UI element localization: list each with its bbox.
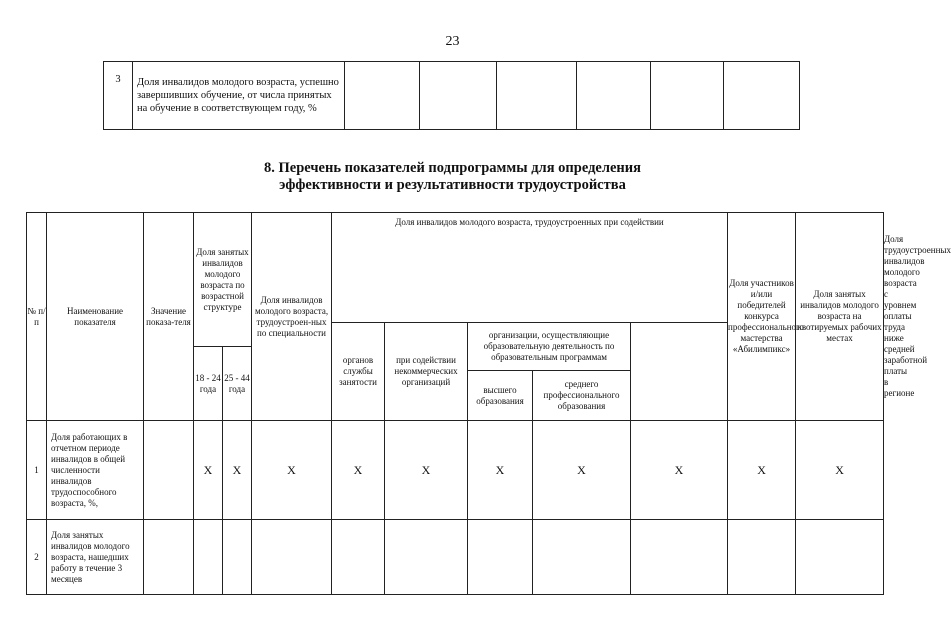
table-row — [27, 520, 884, 595]
table-cell — [194, 520, 223, 595]
table-cell — [796, 520, 884, 595]
table-cell — [724, 62, 800, 130]
header-employed-share: Доля занятых инвалидов молодого возраста по возрастной структуре — [194, 213, 252, 347]
table-row — [104, 62, 800, 130]
table-cell — [651, 62, 724, 130]
table-cell — [420, 62, 497, 130]
header-employment-service: органов службы занятости — [332, 323, 385, 421]
table-cell — [728, 520, 796, 595]
header-row: № п/п Наименование показателя Значение показа-теля Доля занятых инвалидов молодого возраста по возрастной структуре Доля инвалидов молодого возраста, трудоустроен-ных по специальности Доля инвалидов молодого возраста, трудоустроенных при содействии Доля участников и/или победителей конкурса профессионального мастерства «Абилимпикс» Доля занятых инвалидов молодого возраста на квотируемых рабочих местах Доля трудоустроенных инвалидов молодого возраста с уровнем оплаты труда ниже средней заработной платы в регионе — [27, 213, 884, 323]
table-cell — [252, 520, 332, 595]
table-cell: Х — [194, 421, 223, 520]
header-by-specialty: Доля инвалидов молодого возраста, трудоустроен-ных по специальности — [252, 213, 332, 421]
header-nonprofit: при содействии некоммерческих организаций — [385, 323, 468, 421]
header-num: № п/п — [27, 213, 47, 421]
indicator-name: Доля работающих в отчетном периоде инвалидов в общей численности инвалидов трудоспособного возраста, %, — [47, 421, 144, 520]
table-row — [27, 421, 884, 520]
header-age-25-44: 25 - 44 года — [223, 347, 252, 421]
header-quota-jobs: Доля занятых инвалидов молодого возраста на квотируемых рабочих местах — [796, 213, 884, 421]
indicator-value — [144, 520, 194, 595]
section-heading-line-1: 8. Перечень показателей подпрограммы для определения — [264, 160, 641, 176]
indicators-table — [26, 212, 951, 595]
table-cell: Х — [223, 421, 252, 520]
table-cell: Х — [631, 421, 728, 520]
table-cell — [332, 520, 385, 595]
page-number: 23 — [445, 34, 460, 49]
header-age-18-24: 18 - 24 года — [194, 347, 223, 421]
header-higher-edu: высшего образования — [468, 371, 533, 421]
table-cell: Х — [332, 421, 385, 520]
table-cell — [385, 520, 468, 595]
header-employed-with-help: Доля инвалидов молодого возраста, трудоустроенных при содействии — [332, 213, 728, 323]
header-abilympics: Доля участников и/или победителей конкурса профессионального мастерства «Абилимпикс» — [728, 213, 796, 421]
table-cell: Х — [796, 421, 884, 520]
table-cell — [577, 62, 651, 130]
row-number: 2 — [27, 520, 47, 595]
table-cell — [631, 520, 728, 595]
row-number: 3 — [104, 62, 133, 130]
table-cell — [533, 520, 631, 595]
section-heading — [0, 160, 905, 194]
table-cell: Х — [533, 421, 631, 520]
indicator-name: Доля занятых инвалидов молодого возраста, нашедших работу в течение 3 месяцев — [47, 520, 144, 595]
table-cell: Х — [385, 421, 468, 520]
table-cell: Х — [728, 421, 796, 520]
header-secondary-prof: среднего профессионального образования — [533, 371, 631, 421]
header-name: Наименование показателя — [47, 213, 144, 421]
header-edu-orgs: организации, осуществляющие образовательную деятельность по образовательным программам — [468, 323, 631, 371]
table-cell — [497, 62, 577, 130]
table-cell — [345, 62, 420, 130]
section-heading-line-2: эффективности и результативности трудоустройства — [279, 177, 626, 193]
header-value: Значение показа-теля — [144, 213, 194, 421]
continuation-table — [103, 61, 800, 130]
indicator-name: Доля инвалидов молодого возраста, успешно завершивших обучение, от числа принятых на обучение в соответствующем году, % — [133, 62, 345, 130]
table-cell — [223, 520, 252, 595]
indicator-value — [144, 421, 194, 520]
row-number: 1 — [27, 421, 47, 520]
table-cell — [468, 520, 533, 595]
table-cell: Х — [468, 421, 533, 520]
table-cell: Х — [252, 421, 332, 520]
